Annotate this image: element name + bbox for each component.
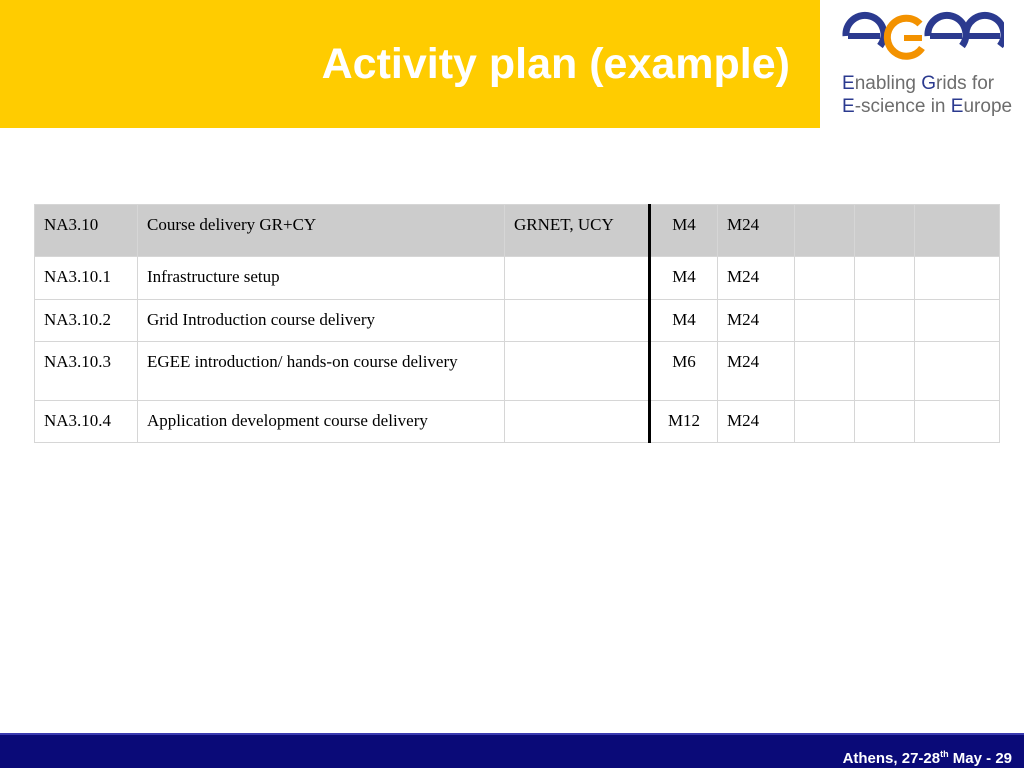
task-name-cell: Grid Introduction course delivery [138,300,505,342]
empty-cell [915,205,1000,257]
task-name-cell: Application development course delivery [138,401,505,443]
page-number: 29 [995,750,1012,767]
table-row [35,205,1000,257]
empty-cell [855,205,915,257]
empty-cell [915,300,1000,342]
task-id-cell: NA3.10.3 [35,342,138,401]
table-row [35,300,1000,342]
start-month-cell: M4 [650,257,718,300]
empty-cell [915,401,1000,443]
logo-tagline-line1: Enabling Grids for [842,73,995,94]
empty-cell [855,257,915,300]
task-id-cell: NA3.10 [35,205,138,257]
partners-cell: GRNET, UCY [505,205,650,257]
partners-cell [505,257,650,300]
logo-tagline [842,72,1012,118]
empty-cell [855,401,915,443]
partners-cell [505,300,650,342]
task-name-cell: Course delivery GR+CY [138,205,505,257]
table-row [35,401,1000,443]
footer-location-dates: Athens, 27-28 [842,750,941,767]
start-month-cell: M4 [650,300,718,342]
empty-cell [795,205,855,257]
egee-logo [820,0,1024,128]
footer-month: May [948,750,982,767]
footer-caption [843,749,1012,767]
logo-tagline-line2: E-science in Europe [842,96,1013,117]
empty-cell [795,401,855,443]
table-row [35,342,1000,401]
start-month-cell: M12 [650,401,718,443]
end-month-cell: M24 [718,257,795,300]
task-name-cell: Infrastructure setup [138,257,505,300]
empty-cell [795,257,855,300]
footer-separator: - [981,750,996,767]
egee-logo-mark [842,10,1004,62]
footer-bar [0,733,1024,768]
empty-cell [855,300,915,342]
slide-title: Activity plan (example) [321,40,790,88]
start-month-cell: M6 [650,342,718,401]
partners-cell [505,342,650,401]
empty-cell [915,342,1000,401]
task-name-cell: EGEE introduction/ hands-on course delivery [138,342,505,401]
task-id-cell: NA3.10.4 [35,401,138,443]
partners-cell [505,401,650,443]
title-banner [0,0,820,128]
start-month-cell: M4 [650,205,718,257]
empty-cell [915,257,1000,300]
task-id-cell: NA3.10.2 [35,300,138,342]
activity-plan-table [34,204,1000,443]
end-month-cell: M24 [718,300,795,342]
empty-cell [855,342,915,401]
task-id-cell: NA3.10.1 [35,257,138,300]
empty-cell [795,300,855,342]
end-month-cell: M24 [718,342,795,401]
end-month-cell: M24 [718,401,795,443]
empty-cell [795,342,855,401]
table-row [35,257,1000,300]
end-month-cell: M24 [718,205,795,257]
footer-ordinal-suffix: th [940,749,949,759]
